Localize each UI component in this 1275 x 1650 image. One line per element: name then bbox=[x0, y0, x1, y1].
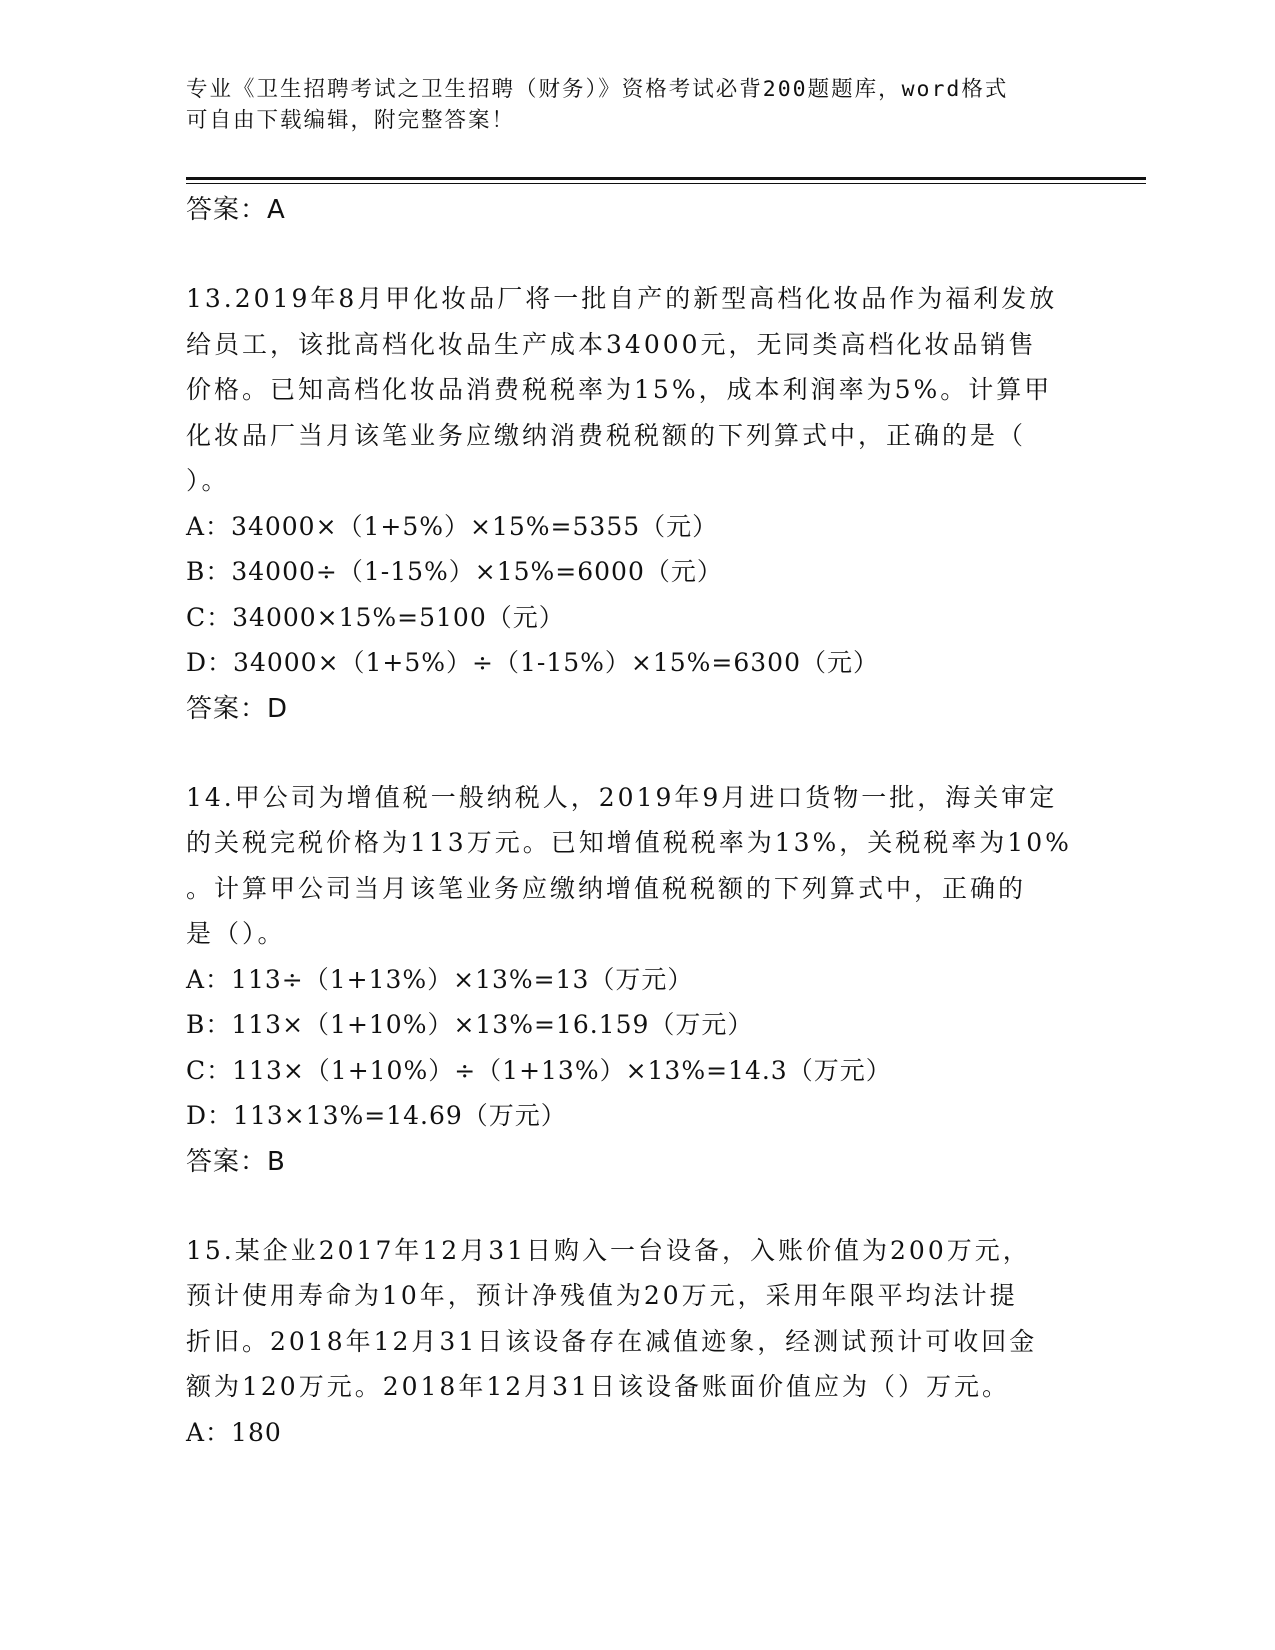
header-divider-thin bbox=[186, 183, 1146, 184]
document-body bbox=[186, 187, 1086, 1455]
question-14-line-3: 。计算甲公司当月该笔业务应缴纳增值税税额的下列算式中，正确的 bbox=[186, 873, 1027, 903]
question-14-line-4: 是（）。 bbox=[186, 919, 286, 948]
header-divider-thick bbox=[186, 177, 1146, 180]
question-15-line-3: 折旧。2018年12月31日该设备存在减值迹象，经测试预计可收回金 bbox=[186, 1326, 1038, 1356]
question-13-option-a: A：34000×（1+5%）×15%=5355（元） bbox=[186, 511, 719, 541]
question-15-line-4: 额为120万元。2018年12月31日该设备账面价值应为（）万元。 bbox=[186, 1372, 1010, 1401]
question-14-line-1: 14.甲公司为增值税一般纳税人，2019年9月进口货物一批，海关审定 bbox=[186, 782, 1058, 812]
header-line-2: 可自由下载编辑，附完整答案！ bbox=[186, 108, 516, 133]
question-14-option-a: A：113÷（1+13%）×13%=13（万元） bbox=[186, 964, 694, 994]
question-13-option-c: C：34000×15%=5100（元） bbox=[186, 602, 565, 632]
question-15-line-2: 预计使用寿命为10年，预计净残值为20万元，采用年限平均法计提 bbox=[186, 1281, 1018, 1310]
question-14-option-b: B：113×（1+10%）×13%=16.159（万元） bbox=[186, 1010, 754, 1039]
question-13-line-4: 化妆品厂当月该笔业务应缴纳消费税税额的下列算式中，正确的是（ bbox=[186, 420, 1027, 450]
question-14-option-c: C：113×（1+10%）÷（1+13%）×13%=14.3（万元） bbox=[186, 1055, 892, 1085]
question-13-option-d: D：34000×（1+5%）÷（1-15%）×15%=6300（元） bbox=[186, 648, 879, 677]
question-13-line-1: 13.2019年8月甲化妆品厂将一批自产的新型高档化妆品作为福利发放 bbox=[186, 284, 1058, 313]
question-13-line-3: 价格。已知高档化妆品消费税税率为15%，成本利润率为5%。计算甲 bbox=[186, 375, 1053, 404]
question-13 bbox=[186, 276, 1086, 732]
question-14-line-2: 的关税完税价格为113万元。已知增值税税率为13%，关税税率为10% bbox=[186, 828, 1072, 857]
header-line-1: 专业《卫生招聘考试之卫生招聘（财务）》资格考试必背200题题库，word格式 bbox=[186, 77, 1009, 102]
question-13-line-2: 给员工，该批高档化妆品生产成本34000元，无同类高档化妆品销售 bbox=[186, 329, 1037, 359]
question-14 bbox=[186, 775, 1086, 1185]
question-14-option-d: D：113×13%=14.69（万元） bbox=[186, 1101, 567, 1130]
question-13-line-5: ）。 bbox=[186, 466, 230, 495]
question-13-answer: 答案：D bbox=[186, 693, 289, 724]
question-13-option-b: B：34000÷（1-15%）×15%=6000（元） bbox=[186, 557, 723, 586]
question-14-answer: 答案：B bbox=[186, 1146, 286, 1177]
answer-previous: 答案：A bbox=[186, 195, 286, 225]
question-15 bbox=[186, 1228, 1086, 1456]
document-header bbox=[186, 74, 1086, 136]
question-15-option-a: A：180 bbox=[186, 1417, 282, 1447]
question-15-line-1: 15.某企业2017年12月31日购入一台设备，入账价值为200万元， bbox=[186, 1235, 1031, 1265]
